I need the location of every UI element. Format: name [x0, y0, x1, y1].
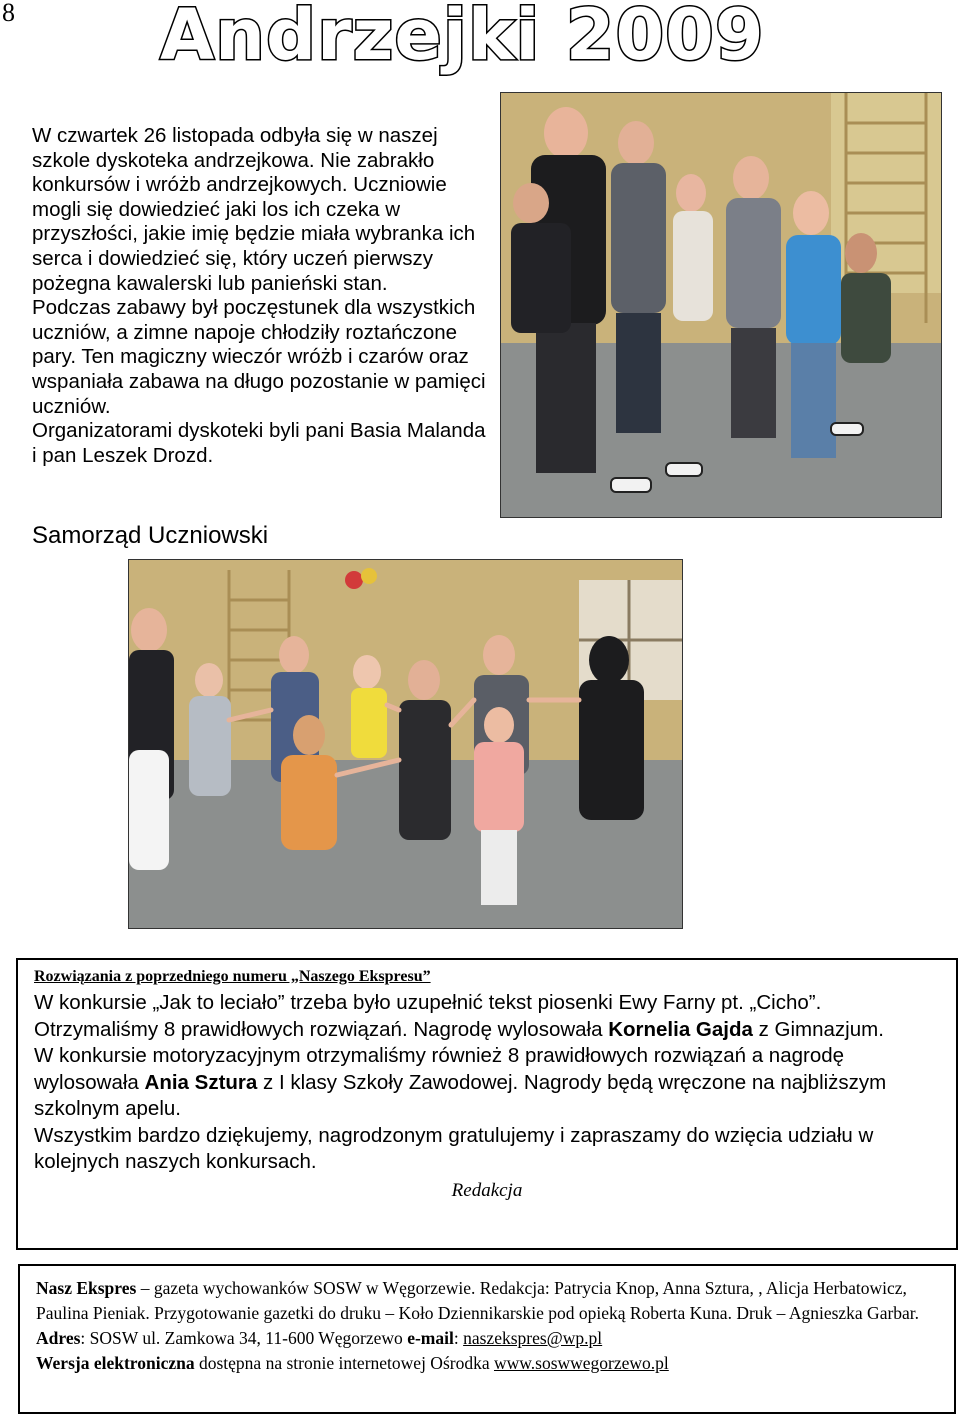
contest-answers-heading: Rozwiązania z poprzedniego numeru „Naszego Ekspresu”	[34, 968, 431, 985]
masthead-online	[36, 1351, 938, 1376]
winner-name: Kornelia Gajda	[608, 1017, 753, 1041]
electronic-version-label: Wersja elektroniczna	[36, 1353, 195, 1373]
contest-answers-paragraph-3: Wszystkim bardzo dziękujemy, nagrodzonym gratulujemy i zapraszamy do wzięcia udziału w kolejnych naszych konkursach.	[34, 1123, 874, 1173]
email-link[interactable]: naszekspres@wp.pl	[463, 1328, 603, 1348]
masthead-editorial	[36, 1276, 938, 1326]
contest-answers-text: W konkursie motoryzacyjnym otrzymaliśmy również 8 prawidłowych rozwiązań a nagrodę wylosowała	[34, 1044, 845, 1094]
article-paragraph-1: W czwartek 26 listopada odbyła się w naszej szkole dyskoteka andrzejkowa. Nie zabrakło konkursów i wróżb andrzejkowych. Uczniowie mogli się dowiedzieć jaki los ich czeka w przyszłości, jakie imię będzie miała wybranka ich serca i dowiedzieć się, który uczeń pierwszy pożegna kawalerski lub panieński stan.	[32, 124, 476, 295]
address-label: Adres	[36, 1328, 81, 1348]
masthead-text: – gazeta wychowanków SOSW w Węgorzewie. Redakcja: Patrycia Knop, Anna Sztura, , Alicja Herbatowicz, Paulina Pieniak. Przygotowanie gazetki do druku – Koło Dziennikarskie pod opieką Roberta Kuna. Druk – Agnieszka Garbar.	[36, 1278, 920, 1323]
masthead-box	[18, 1264, 956, 1414]
article-paragraph-3: Organizatorami dyskoteki byli pani Basia Malanda i pan Leszek Drozd.	[32, 419, 486, 467]
page-number: 8	[2, 0, 15, 27]
email-label: e-mail	[407, 1328, 454, 1348]
contest-answers-text: z Gimnazjum.	[752, 1017, 884, 1041]
contest-answers-signature: Redakcja	[451, 1179, 523, 1201]
newspaper-name: Nasz Ekspres	[36, 1278, 137, 1298]
masthead-address	[36, 1326, 938, 1351]
contest-answers-paragraph-1	[34, 990, 940, 1043]
winner-name: Ania Sztura	[144, 1070, 258, 1094]
address-text: : SOSW ul. Zamkowa 34, 11-600 Węgorzewo	[80, 1328, 408, 1348]
article-text	[32, 124, 492, 468]
website-link[interactable]: www.soswwegorzewo.pl	[493, 1353, 669, 1373]
contest-answers-text: W konkursie „Jak to leciało” trzeba było uzupełnić tekst piosenki Ewy Farny pt. „Cicho”. Otrzymaliśmy 8 prawidłowych rozwiązań. Nagrodę wylosowała	[34, 991, 822, 1041]
email-separator: :	[453, 1328, 464, 1348]
article-paragraph-2: Podczas zabawy był poczęstunek dla wszystkich uczniów, a zimne napoje chłodziły roztańczone pary. Ten magiczny wieczór wróżb i czarów oraz wspaniała zabawa na długo pozostanie w pamięci uczniów.	[32, 296, 486, 418]
contest-answers-box	[16, 958, 958, 1250]
contest-answers-paragraph-2	[34, 1043, 940, 1123]
article-signature: Samorząd Uczniowski	[32, 522, 269, 549]
page-title: Andrzejki 2009	[160, 0, 765, 76]
photo-students-dancing	[128, 559, 683, 929]
contest-answers-text: z I klasy Szkoły Zawodowej. Nagrody będą wręczone na najbliższym szkolnym apelu.	[34, 1070, 887, 1120]
electronic-version-text: dostępna na stronie internetowej Ośrodka	[194, 1353, 494, 1373]
photo-students-gym	[500, 92, 942, 518]
